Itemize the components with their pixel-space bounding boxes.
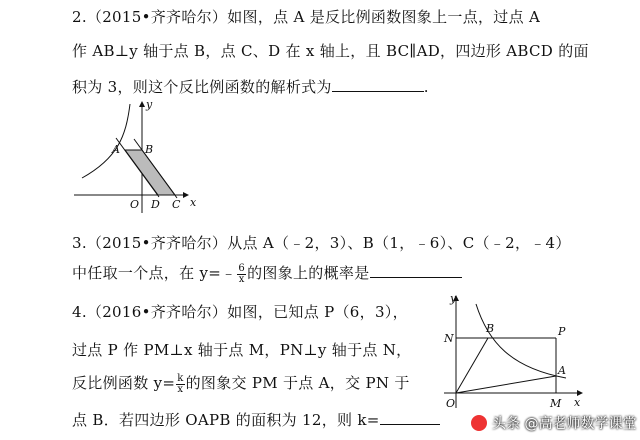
problem-3-line-1: 3.（2015•齐齐哈尔）从点 A（﹣2，3）、B（1，﹣6）、C（﹣2，﹣4） — [72, 234, 571, 252]
fraction-numerator: k — [177, 372, 184, 384]
fraction-denominator: x — [177, 383, 184, 395]
answer-blank-3[interactable] — [370, 263, 462, 278]
problem-2-line-3 — [72, 76, 429, 97]
problem-4-line-3-text: 反比例函数 y= — [72, 374, 176, 392]
problem-2-line-3-text: 积为 3，则这个反比例函数的解析式为 — [72, 78, 332, 96]
problem-2-period: . — [423, 78, 429, 96]
label-a: A — [558, 364, 566, 377]
fraction-k-over-x — [176, 374, 184, 395]
problem-4-line-1: 4.（2016•齐齐哈尔）如图，已知点 P（6，3）， — [72, 303, 408, 321]
segment-ob — [456, 338, 488, 393]
fraction-6-over-x — [237, 264, 246, 285]
label-y: y — [146, 98, 153, 111]
problem-2-line-2: 作 AB⊥y 轴于点 B，点 C、D 在 x 轴上，且 BC∥AD，四边形 ABCD 的面 — [72, 42, 589, 60]
watermark-text: 头条 @高老师数学课堂 — [492, 416, 637, 432]
label-o: O — [130, 198, 140, 211]
fraction-denominator: x — [238, 273, 245, 285]
label-c: C — [172, 198, 181, 211]
label-d: D — [151, 198, 160, 211]
label-b: B — [486, 322, 495, 335]
fraction-numerator: 6 — [238, 262, 246, 274]
watermark — [470, 411, 636, 435]
label-n: N — [444, 332, 454, 345]
problem-2-figure — [68, 96, 208, 216]
problem-3-line-2-text: 中任取一个点，在 y=﹣ — [72, 264, 237, 282]
label-x: x — [190, 196, 197, 209]
label-p: P — [558, 325, 566, 338]
problem-3-line-2-tail: 的图象上的概率是 — [247, 264, 370, 282]
problem-2-line-1: 2.（2015•齐齐哈尔）如图，点 A 是反比例函数图象上一点，过点 A — [72, 8, 541, 26]
answer-blank-2[interactable] — [332, 77, 424, 92]
problem-4-line-4 — [72, 409, 440, 430]
label-m: M — [550, 397, 562, 410]
hyperbola-curve — [82, 104, 130, 178]
author-avatar-icon — [470, 414, 488, 432]
problem-4-line-4-text: 点 B．若四边形 OAPB 的面积为 12，则 k= — [72, 411, 380, 429]
problem-3-line-2 — [72, 262, 462, 285]
segment-oa — [456, 376, 556, 393]
answer-blank-4[interactable] — [380, 410, 440, 425]
label-a: A — [112, 143, 120, 156]
label-x: x — [574, 396, 581, 409]
parallelogram-abcd — [125, 150, 175, 195]
label-b: B — [145, 143, 154, 156]
problem-4-line-3 — [72, 372, 410, 395]
label-y: y — [450, 292, 457, 305]
problem-4-line-2: 过点 P 作 PM⊥x 轴于点 M，PN⊥y 轴于点 N， — [72, 341, 412, 359]
hyperbola-curve — [476, 304, 566, 378]
label-o: O — [446, 397, 456, 410]
problem-4-figure — [436, 290, 586, 415]
problem-4-line-3-tail: 的图象交 PM 于点 A，交 PN 于 — [185, 374, 410, 392]
